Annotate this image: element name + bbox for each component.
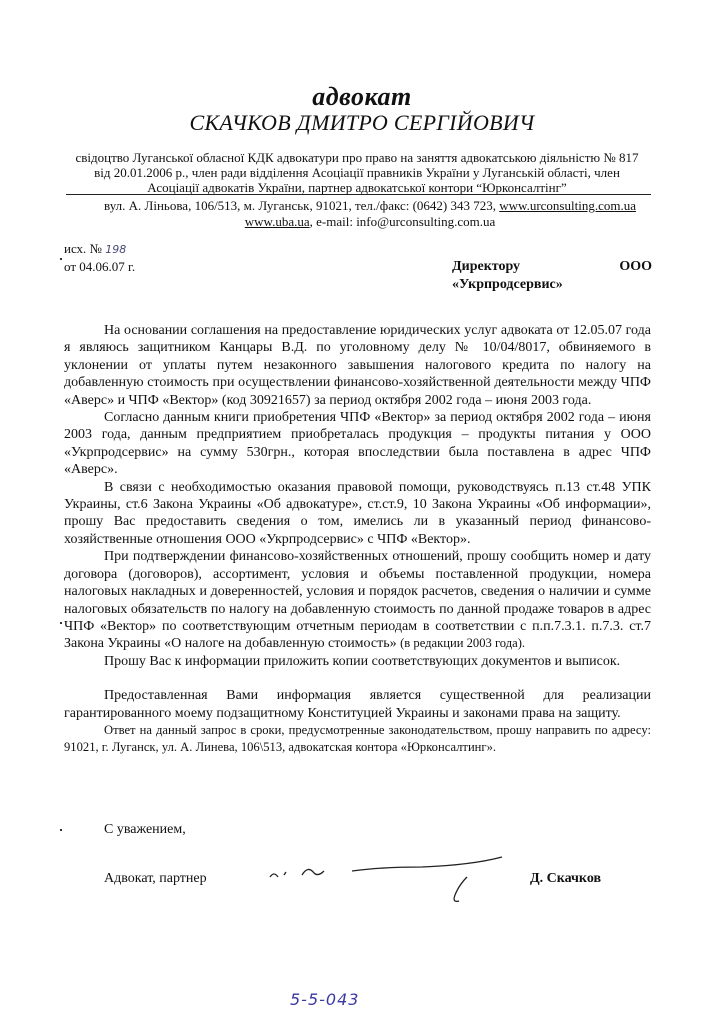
paragraph-7: Ответ на данный запрос в сроки, предусмотренные законодательством, прошу направить по адресу: 91021, г. Луганск, ул. А. Линева, 106\513, адвокатская контора «Юрконсалтинг». [64,722,651,755]
addressee-company-type: ООО [619,259,652,274]
paragraph-3: В связи с необходимостью оказания правовой помощи, руководствуясь п.13 ст.48 УПК Украины, ст.6 Закона Украины «Об адвокатуре», ст.ст.9, 10 Закона Украины «Об информации», прошу Вас предоставить сведения о том, имелись ли в указанный период финансово-хозяйственные отношения ООО «Укрпродсервис» с ЧПФ «Вектор». [64,479,651,547]
letterhead-title: адвокат [312,82,412,111]
certificate-info: свідоцтво Луганської обласної КДК адвокатури про право на заняття адвокатською діяльністю № 817 від 20.01.2006 р., член ради відділення Асоціації правників України у Луганській області, член Асоціації адвокатів України, партнер адвокатської контори “Юрконсалтінг” [75,150,639,195]
addressee-company: «Укрпродсервис» [452,277,563,292]
paragraph-1: На основании соглашения на предоставление юридических услуг адвоката от 12.05.07 года я являюсь защитником Канцары В.Д. по уголовному делу № 10/04/8017, обвиняемого в уклонении от уплаты путем незаконного завышения налогового кредита по налогу на добавленную стоимость при осуществлении финансово-хозяйственной деятельности между ЧПФ «Аверс» и ЧПФ «Вектор» (код 30921657) за период октября 2002 года – июня 2003 года. [64,323,651,408]
scan-mark [60,829,62,831]
signer-role: Адвокат, партнер [104,871,207,886]
paragraph-4 [64,548,651,652]
outgoing-date: от 04.06.07 г. [64,259,136,274]
outgoing-number-handwritten: 198 [105,243,127,256]
handwritten-registration-number: 5-5-043 [290,990,360,1009]
lawyer-name: СКАЧКОВ ДМИТРО СЕРГІЙОВИЧ [189,110,535,135]
outgoing-number-label: исх. № [64,241,102,256]
paragraph-4-note: (в редакции 2003 года). [400,636,526,651]
website-link-urconsulting[interactable]: www.urconsulting.com.ua [499,198,636,213]
closing-regards: С уважением, [104,822,186,837]
addressee-position: Директору [452,259,521,274]
scan-mark [60,622,62,624]
scan-mark [60,258,62,260]
paragraph-5: Прошу Вас к информации приложить копии соответствующих документов и выписок. [104,653,621,669]
paragraph-4-text: При подтверждении финансово-хозяйственных отношений, прошу сообщить номер и дату договора (договоров), ассортимент, условия и объемы поставленной продукции, номера налоговых накладных и доверенностей, условия и порядок расчетов, сведения о наличии и сумме налоговых обязательств по налогу на добавленную стоимость по данной продаже товаров в адрес ЧПФ «Вектор» по соответствующим отчетным периодам в соответствии с п.п.7.3.1. п.7.3. ст.7 Закона Украины «О налоге на добавленную стоимость» [64,549,651,652]
email-text: , e-mail: info@urconsulting.com.ua [309,214,496,229]
outgoing-number [64,241,126,257]
paragraph-2: Согласно данным книги приобретения ЧПФ «Вектор» за период октября 2002 года – июня 2003 года, данным предприятием приобреталась продукция – продукты питания у ООО «Укрпродсервис» на сумму 530грн., которая впоследствии была поставлена в адрес ЧПФ «Аверс». [64,410,651,478]
header-divider [66,194,651,195]
addressee-block [452,258,652,294]
signer-name: Д. Скачков [530,871,602,886]
address-text: вул. А. Ліньова, 106/513, м. Луганськ, 91021, тел./факс: (0642) 343 723, [104,198,500,213]
letter-body [64,322,651,757]
contact-address [90,198,650,230]
handwritten-signature [262,845,512,905]
website-link-uba[interactable]: www.uba.ua [244,214,310,229]
paragraph-6: Предоставленная Вами информация является существенной для реализации гарантированного моему подзащитному Конституцией Украины и законами права на защиту. [64,688,651,721]
